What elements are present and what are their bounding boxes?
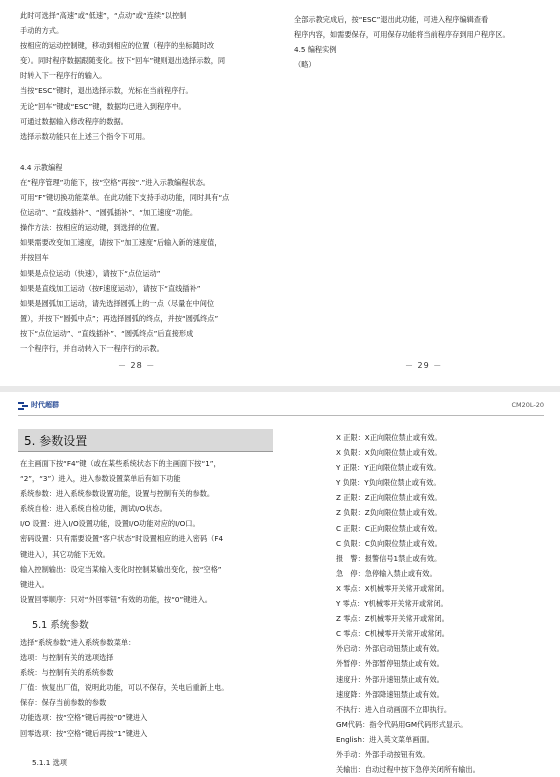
option-item: 外暂停：外部暂停钮禁止或有效。 <box>336 659 444 669</box>
text-line: 时转入下一程序行的输入。 <box>20 71 107 81</box>
text-line: “2”，“3”）进入，进入参数设置菜单后有如下功能 <box>20 474 181 484</box>
text-line: 当按“ESC”键时，退出选择示数，光标在当前程序行。 <box>20 86 193 96</box>
text-line: 如果是点位运动（快速），请按下“点位运动” <box>20 268 161 278</box>
option-item: 报 警：报警信号1禁止或有效。 <box>336 553 442 563</box>
chapter-title-bar <box>18 429 273 452</box>
option-item: Y 负限：Y负向限位禁止或有效。 <box>336 478 441 488</box>
option-item: 外手动：外部手动按钮有效。 <box>336 749 430 759</box>
text-line: 全部示教完成后，按“ESC”退出此功能，可进入程序编辑查看 <box>294 15 489 24</box>
model-number: CM20L-20 <box>511 401 544 409</box>
option-item: Y 零点：Y机械零开关常开或常闭。 <box>336 599 448 609</box>
option-item: X 正限：X正向限位禁止或有效。 <box>336 433 442 442</box>
text-line: 输入控制输出：设定当某输入变化时控制某输出变化，按“空格” <box>20 564 222 574</box>
text-line: 选择“系统参数”进入系统参数菜单： <box>20 637 136 647</box>
text-line: 如果是直线加工运动（按F速度运动），请按下“直线插补” <box>20 283 201 293</box>
logo-mark-icon <box>18 400 28 410</box>
parameter-settings-body <box>20 456 278 770</box>
option-item: GM代码：指令代码用GM代码形式显示。 <box>336 719 468 729</box>
header-rule <box>18 415 544 416</box>
option-item: X 负限：X负向限位禁止或有效。 <box>336 448 442 458</box>
option-item: Z 零点：Z机械零开关常开或常闭。 <box>336 614 449 624</box>
section-heading-4-5: 4.5 编程实例 <box>294 45 337 55</box>
bottom-page-spread <box>0 392 560 777</box>
text-line: 置），并按下“圆弧中点”；再选择圆弧的终点，并按“圆弧终点” <box>20 313 219 323</box>
chapter-title: 5. 参数设置 <box>24 434 88 448</box>
text-line: 系统参数：进入系统参数设置功能，设置与控制有关的参数。 <box>20 489 215 499</box>
page-28 <box>0 0 280 386</box>
text-line: 此时可选择“高速”或“低速”，“点动”或“连续”以控制 <box>20 11 187 20</box>
text-line: 一个程序行，并自动转入下一程序行的示教。 <box>20 343 164 353</box>
option-item: X 零点：X机械零开关常开或常闭。 <box>336 583 449 593</box>
text-line: 无论“回车”键或“ESC”键，数据均已进入到程序中。 <box>20 101 186 111</box>
section-heading-4-4: 4.4 示教编程 <box>20 162 63 172</box>
text-line: 可通过数据输入修改程序的数据。 <box>20 116 128 126</box>
text-line: 如果需要改变加工速度，请按下“加工速度”后输入新的速度值， <box>20 238 222 248</box>
text-line: 保存：保存当前参数的参数 <box>20 698 107 708</box>
text-line: 厂值：恢复出厂值，说明此功能，可以不保存，关电后重新上电。 <box>20 683 229 693</box>
top-page-spread <box>0 0 560 386</box>
page-header <box>0 392 560 416</box>
text-line: 回零选项：按“空格”键后再按“1”键进入 <box>20 728 148 738</box>
text-line: 按下“点位运动”、“直线插补”、“圆弧终点”后直接形成 <box>20 328 194 338</box>
section-heading-5-1: 5.1 系统参数 <box>32 619 89 631</box>
brand-logo <box>18 399 59 411</box>
option-item: Y 正限：Y正向限位禁止或有效。 <box>336 463 441 473</box>
text-line: 设置回零顺序：只对“外回零钮”有效的功能，按“0”键进入。 <box>20 594 212 604</box>
option-item: English：进入英文菜单画面。 <box>336 734 434 744</box>
text-line: 按相应的运动控制键，移动到相应的位置（程序的坐标随时改 <box>20 41 215 51</box>
text-line: 在主画面下按“F4”键（或在某些系统状态下的主画面下按“1”， <box>20 459 221 468</box>
text-line: 选择示数功能只在上述三个指令下可用。 <box>20 131 150 141</box>
text-line: 系统：与控制有关的系统参数 <box>20 668 114 678</box>
text-line: 位运动”、“直线插补”、“圆弧插补”、“加工速度”功能。 <box>20 208 198 218</box>
text-line: 可用“F”键切换功能菜单。在此功能下支持手动功能，同时具有“点 <box>20 193 230 203</box>
text-line: 系统自检：进入系统自检功能，测试I/O状态。 <box>20 504 167 514</box>
option-item: Z 正限：Z正向限位禁止或有效。 <box>336 493 442 503</box>
option-item: C 负限：C负向限位禁止或有效。 <box>336 538 442 548</box>
text-line: 在“程序管理”功能下，按“空格”再按“.”进入示教编程状态。 <box>20 177 210 187</box>
page-number-29: － 29 － <box>405 361 443 370</box>
text-line: 操作方法：按相应的运动键，到选择的位置。 <box>20 223 164 233</box>
text-line: 选项：与控制有关的选项选择 <box>20 653 114 663</box>
text-line: I/O 设置：进入I/O设置功能，设置I/O功能对应的I/O口。 <box>20 519 200 529</box>
text-line: 变）。同时程序数据跟随变化。按下“回车”键则退出选择示数，同 <box>20 56 226 66</box>
option-item: C 正限：C正向限位禁止或有效。 <box>336 523 442 533</box>
option-item: C 零点：C机械零开关常开或常闭。 <box>336 629 449 639</box>
section-heading-5-1-1: 5.1.1 选项 <box>32 757 67 767</box>
page-number-28: － 28 － <box>118 361 156 370</box>
text-line: 键进入），其它功能下无效。 <box>20 549 110 559</box>
option-item: 外启动：外部启动钮禁止或有效。 <box>336 644 444 654</box>
option-item: 速度升：外部升速钮禁止或有效。 <box>336 674 444 684</box>
text-line: 程序内容，如需要保存，可用保存功能将当前程序存到用户程序区。 <box>294 30 510 40</box>
text-line: 键进入。 <box>20 579 49 589</box>
text-line: 功能选项：按“空格”键后再按“0”键进入 <box>20 713 148 723</box>
option-item: Z 负限：Z负向限位禁止或有效。 <box>336 508 442 518</box>
option-item: 关输出：自动过程中按下急停关闭所有输出。 <box>336 765 480 775</box>
text-line: 密码设置：只有需要设置“客户状态”时设置相应的进入密码（F4 <box>20 534 224 544</box>
option-item: 速度降：外部降速钮禁止或有效。 <box>336 689 444 699</box>
page-28-body <box>20 8 274 356</box>
option-item: 不执行：进入自动画面不立即执行。 <box>336 704 452 714</box>
text-line: （略） <box>294 60 316 70</box>
text-line: 手动的方式。 <box>20 26 64 36</box>
option-list <box>336 430 546 777</box>
page-29 <box>280 0 560 386</box>
logo-text: 时代超群 <box>31 401 59 409</box>
text-line: 如果是圆弧加工运动，请先选择圆弧上的一点（尽量在中间位 <box>20 298 215 308</box>
option-item: 急 停：急停输入禁止或有效。 <box>336 568 437 578</box>
text-line: 并按回车 <box>20 253 49 263</box>
